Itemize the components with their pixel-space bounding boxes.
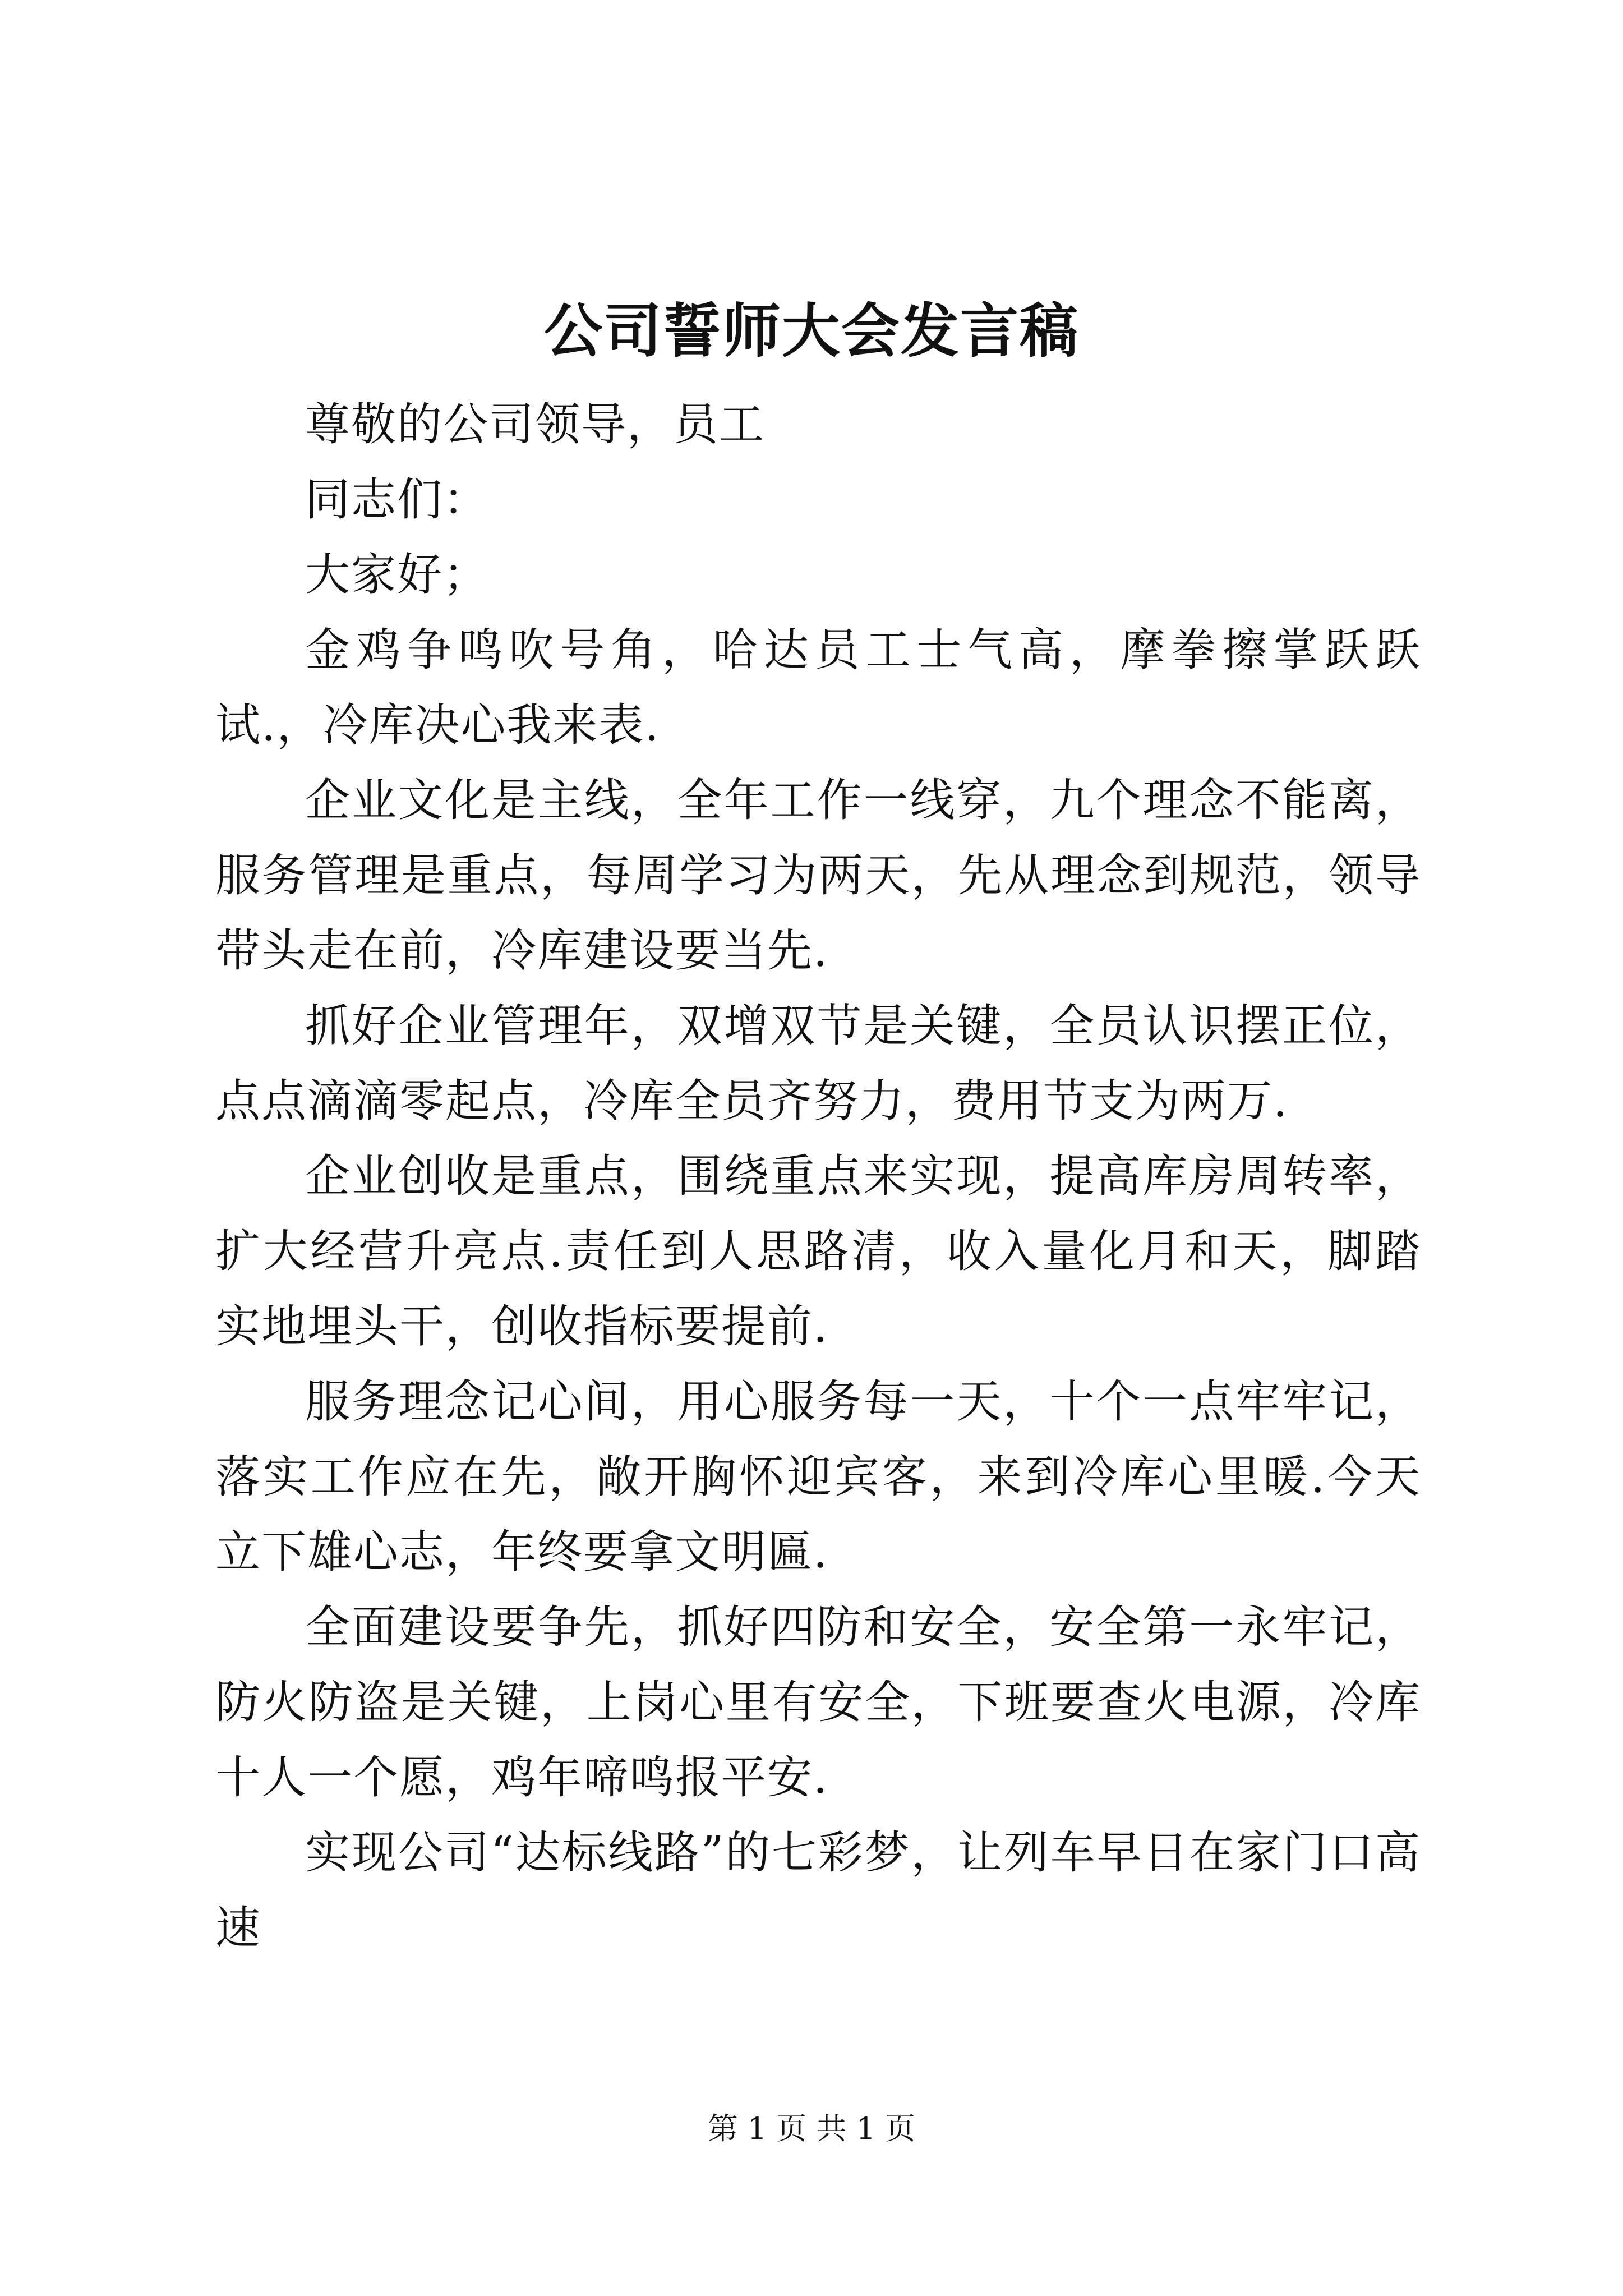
paragraph: 服务理念记心间，用心服务每一天，十个一点牢牢记，落实工作应在先，敞开胸怀迎宾客，来到冷库心里暖.今天立下雄心志，年终要拿文明匾. [215, 1375, 1421, 1578]
paragraph: 同志们： [305, 473, 489, 526]
paragraph: 企业创收是重点，围绕重点来实现，提高库房周转率，扩大经营升亮点.责任到人思路清，收入量化月和天，脚踏实地埋头干，创收指标要提前. [215, 1150, 1421, 1352]
paragraph: 尊敬的公司领导，员工 [305, 398, 765, 450]
page-footer: 第 1 页 共 1 页 [707, 2111, 916, 2146]
paragraph: 金鸡争鸣吹号角，哈达员工士气高，摩拳擦掌跃跃试.，冷库决心我来表. [215, 624, 1421, 751]
paragraph: 企业文化是主线，全年工作一线穿，九个理念不能离，服务管理是重点，每周学习为两天，先从理念到规范，领导带头走在前，冷库建设要当先. [215, 774, 1421, 977]
paragraph: 实现公司“达标线路”的七彩梦，让列车早日在家门口高速 [215, 1826, 1421, 1954]
paragraph: 大家好； [305, 549, 489, 601]
paragraph: 抓好企业管理年，双增双节是关键，全员认识摆正位，点点滴滴零起点，冷库全员齐努力，费用节支为两万. [215, 1000, 1421, 1127]
paragraph: 全面建设要争先，抓好四防和安全，安全第一永牢记，防火防盗是关键，上岗心里有安全，下班要查火电源，冷库十人一个愿，鸡年啼鸣报平安. [215, 1601, 1421, 1803]
body-text [215, 387, 1421, 1966]
page-title: 公司誓师大会发言稿 [543, 296, 1079, 365]
